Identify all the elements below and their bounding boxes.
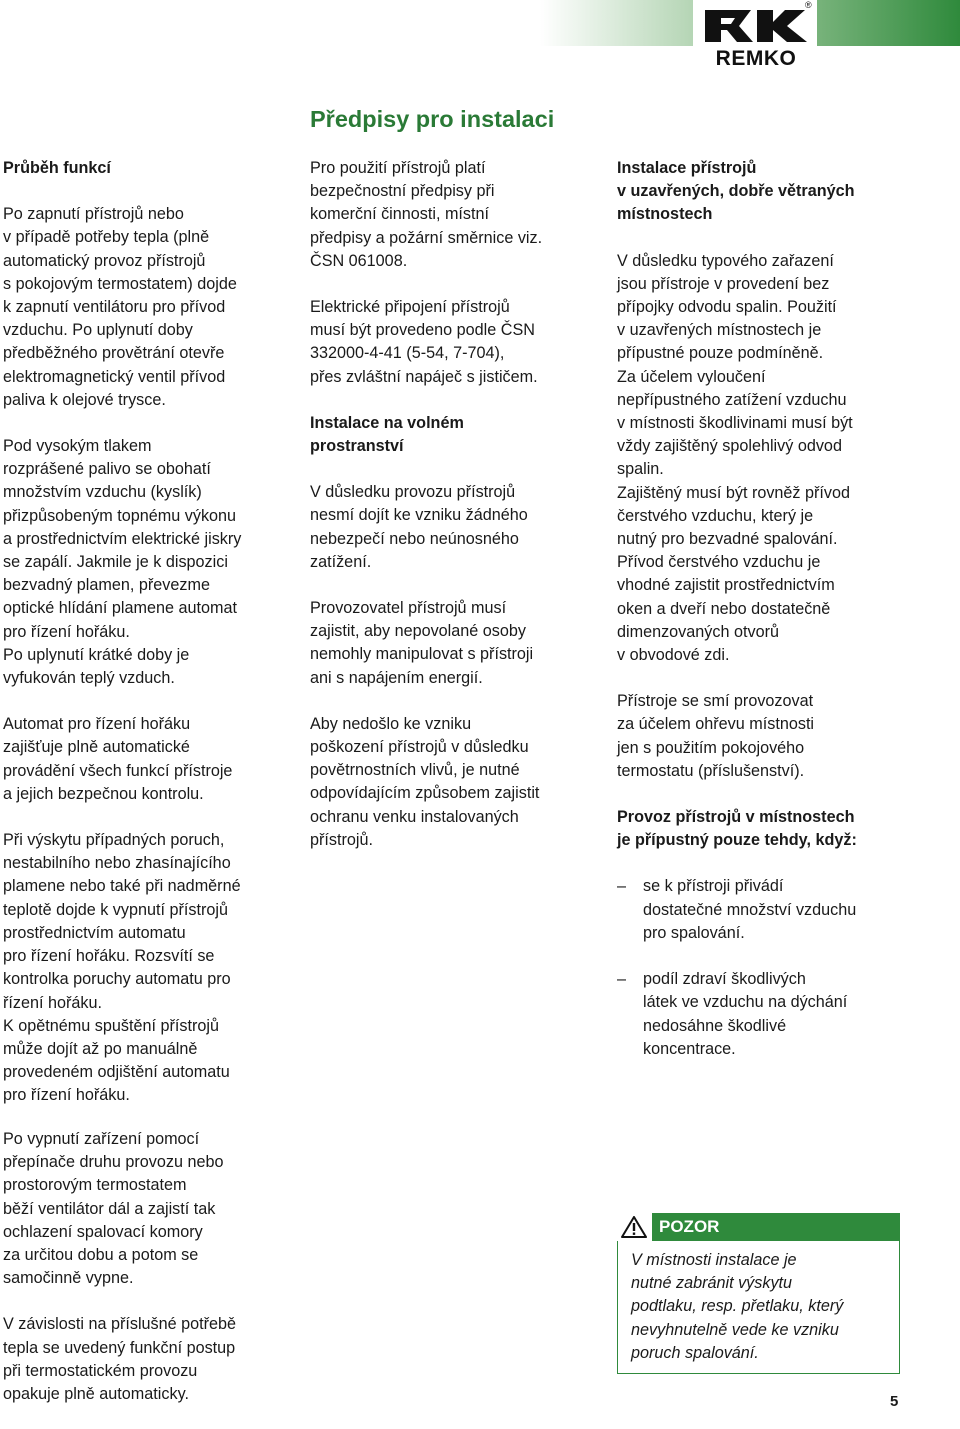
registered-mark: ®: [805, 0, 812, 10]
remko-logo: [693, 0, 817, 76]
paragraph: V důsledku typového zařazení jsou přístroje v provedení bez přípojky odvodu spalin. Použití v uzavřených místnostech je přípustné pouze podmíněně. Za účelem vyloučení nepřípustného zatížení vzduchu v místnosti škodlivinami musí být vždy zajištěný spolehlivý odvod spalin. Zajištěný musí být rovněž přívod čerstvého vzduchu, který je nutný pro bezvadné spalování. Přívod čerstvého vzduchu je vhodné zajistit prostřednictvím oken a dveří nebo dostatečně dimenzovaných otvorů v obvodové zdi.: [617, 251, 853, 665]
column-indoor-installation: [617, 157, 907, 1084]
paragraph: Přístroje se smí provozovat za účelem ohřevu místnosti jen s použitím pokojového termostatu (příslušenství).: [617, 692, 815, 780]
paragraph: V závislosti na příslušné potřebě tepla se uvedený funkční postup při termostatickém provozu opakuje plně automaticky.: [3, 1315, 237, 1404]
remko-logo-mark-icon: [701, 6, 811, 46]
paragraph: Aby nedošlo ke vzniku poškození přístrojů v důsledku povětrnostních vlivů, je nutné odpovídajícím způsobem zajistit ochranu venku instalovaných přístrojů.: [310, 714, 540, 849]
warning-header: [617, 1213, 900, 1241]
conditions-list: [617, 875, 907, 1060]
page-number: 5: [890, 1393, 899, 1410]
list-item-text: podíl zdraví škodlivých látek ve vzduchu na dýchání nedosáhne škodlivé koncentrace.: [643, 970, 848, 1058]
warning-triangle-icon: [621, 1216, 647, 1238]
section-heading-indoor: Instalace přístrojů v uzavřených, dobře větraných místnostech: [617, 159, 855, 224]
list-item: [617, 968, 907, 1061]
section-heading-function: Průběh funkcí: [3, 159, 111, 177]
list-item: [617, 875, 907, 945]
section-heading-conditions: Provoz přístrojů v místnostech je přípustný pouze tehdy, když:: [617, 808, 857, 850]
column-function-process: [3, 157, 298, 1131]
paragraph: Pro použití přístrojů platí bezpečnostní předpisy při komerční činnosti, místní předpisy a požární směrnice viz. ČSN 061008.: [310, 159, 543, 270]
paragraph: V důsledku provozu přístrojů nesmí dojít ke vzniku žádného nebezpečí nebo neúnosného zatížení.: [310, 483, 528, 571]
list-item-text: se k přístroji přivádí dostatečné množství vzduchu pro spalování.: [643, 877, 857, 942]
warning-icon-box: [617, 1213, 652, 1241]
paragraph: Provozovatel přístrojů musí zajistit, aby nepovolané osoby nemohly manipulovat s přístroji ani s napájením energií.: [310, 599, 534, 687]
list-dash: –: [617, 877, 627, 896]
page-title: Předpisy pro instalaci: [310, 106, 555, 132]
paragraph: Po vypnutí zařízení pomocí přepínače druhu provozu nebo prostorovým termostatem běží ventilátor dál a zajistí tak ochlazení spalovací komory za určitou dobu a potom se samočinně vypne.: [3, 1130, 224, 1288]
paragraph: Při výskytu případných poruch, nestabilního nebo zhasínajícího plamene nebo také při nadměrné teplotě dojde k vypnutí přístrojů prostřednictvím automatu pro řízení hořáku. Rozsvítí se kontrolka poruchy automatu pro řízení hořáku. K opětnému spuštění přístrojů může dojít až po manuálně provedeném odjištění automatu pro řízení hořáku.: [3, 831, 241, 1105]
list-dash: –: [617, 970, 627, 989]
paragraph: Automat pro řízení hořáku zajišťuje plně automatické provádění všech funkcí přístroje a jejich bezpečnou kontrolu.: [3, 715, 233, 803]
paragraph: Elektrické připojení přístrojů musí být provedeno podle ČSN 332000-4-41 (5-54, 7-704), přes zvláštní napáječ s jističem.: [310, 298, 538, 386]
warning-label: POZOR: [659, 1217, 720, 1236]
paragraph: Pod vysokým tlakem rozprášené palivo se obohatí množstvím vzduchu (kyslík) přizpůsobeným topnému výkonu a prostřednictvím elektrické jiskry se zapálí. Jakmile je k dispozici bezvadný plamen, převezme optické hlídání plamene automat pro řízení hořáku. Po uplynutí krátké doby je vyfukován teplý vzduch.: [3, 437, 242, 688]
column-function-process-continued: [3, 1128, 298, 1429]
section-heading-outdoor: Instalace na volném prostranství: [310, 413, 464, 456]
brand-name: REMKO: [715, 47, 797, 70]
paragraph: Po zapnutí přístrojů nebo v případě potřeby tepla (plně automatický provoz přístrojů s pokojovým termostatem) dojde k zapnutí ventilátoru pro přívod vzduchu. Po uplynutí doby předběžného provětrání otevře elektromagnetický ventil přívod paliva k olejové trysce.: [3, 205, 237, 409]
column-installation-rules: [310, 157, 595, 875]
warning-box: [617, 1213, 900, 1374]
warning-text: V místnosti instalace je nutné zabránit výskytu podtlaku, resp. přetlaku, který nevyhnutelně vede ke vzniku poruch spalování.: [617, 1241, 900, 1374]
